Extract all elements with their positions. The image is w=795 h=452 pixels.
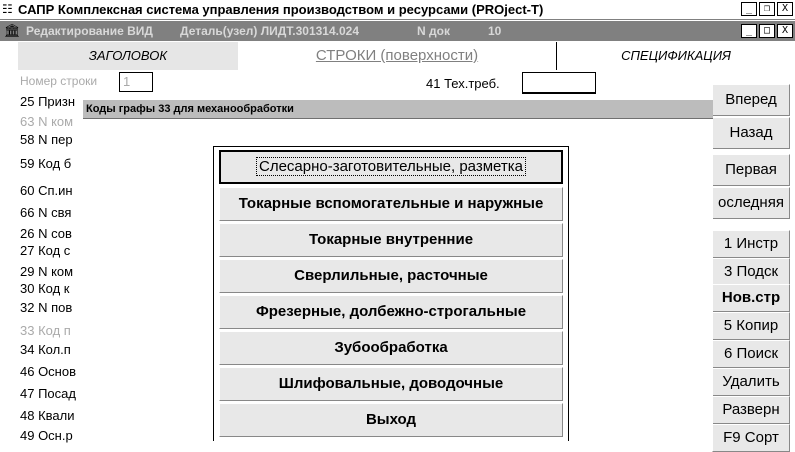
tool-button[interactable]: 1 Инстр — [712, 230, 790, 258]
child-close-button[interactable]: X — [777, 24, 793, 38]
back-button[interactable]: Назад — [712, 117, 790, 149]
codes-menu — [213, 146, 569, 441]
close-button[interactable]: X — [777, 2, 793, 16]
menu-item-label: Слесарно-заготовительные, разметка — [256, 157, 526, 176]
codes-dialog — [83, 100, 713, 441]
search-button[interactable]: 6 Поиск — [712, 340, 790, 368]
row-number-label: Номер строки — [20, 74, 98, 88]
child-maximize-button[interactable]: □ — [759, 24, 775, 38]
new-row-button[interactable]: Нов.стр — [712, 284, 790, 312]
field-label: 48 Квали — [20, 408, 75, 423]
field-label: 58 N пер — [20, 132, 73, 147]
dialog-title: Коды графы 33 для механообработки — [83, 100, 713, 119]
tech-req-label: 41 Тех.треб. — [426, 76, 500, 91]
expand-button[interactable]: Разверн — [712, 396, 790, 424]
hint-button[interactable]: 3 Подск — [712, 258, 790, 286]
delete-button[interactable]: Удалить — [712, 368, 790, 396]
field-label: 26 N сов — [20, 226, 72, 241]
child-minimize-button[interactable]: _ — [741, 24, 757, 38]
forward-button[interactable]: Вперед — [712, 84, 790, 116]
field-label: 46 Основ — [20, 364, 76, 379]
tech-req-input[interactable] — [522, 72, 596, 94]
field-label: 27 Код с — [20, 243, 71, 258]
child-window-icon: 🏛 — [4, 23, 21, 38]
field-label: 59 Код б — [20, 156, 72, 171]
restore-button[interactable]: ❒ — [759, 2, 775, 16]
menu-item-milling[interactable]: Фрезерные, долбежно-строгальные — [219, 295, 563, 329]
edit-mode-label: Редактирование ВИД — [26, 24, 153, 38]
child-window-controls — [741, 24, 793, 38]
field-label: 66 N свя — [20, 205, 72, 220]
menu-item-drilling[interactable]: Сверлильные, расточные — [219, 259, 563, 293]
first-button[interactable]: Первая — [712, 154, 790, 186]
field-label: 32 N пов — [20, 300, 73, 315]
menu-item-locksmith[interactable] — [219, 150, 563, 184]
last-button[interactable]: оследняя — [712, 187, 790, 219]
ndoc-value: 10 — [488, 24, 502, 38]
field-label: 49 Осн.р — [20, 428, 73, 443]
row-number-input[interactable]: 1 — [119, 72, 153, 92]
menu-item-turning-inner[interactable]: Токарные внутренние — [219, 223, 563, 257]
tab-bar — [0, 42, 795, 70]
field-label: 30 Код к — [20, 281, 70, 296]
field-label: 47 Посад — [20, 386, 76, 401]
menu-item-gear-cutting[interactable]: Зубообработка — [219, 331, 563, 365]
tab-header[interactable]: ЗАГОЛОВОК — [18, 42, 238, 70]
field-label: 29 N ком — [20, 264, 74, 279]
menu-item-grinding[interactable]: Шлифовальные, доводочные — [219, 367, 563, 401]
detail-label: Деталь(узел) ЛИДТ.301314.024 — [180, 24, 360, 38]
ndoc-label: N док — [417, 24, 450, 38]
field-label: 63 N ком — [20, 114, 74, 129]
minimize-button[interactable]: _ — [741, 2, 757, 16]
sort-button[interactable]: F9 Сорт — [712, 424, 790, 452]
field-label: 34 Кол.п — [20, 342, 71, 357]
copy-button[interactable]: 5 Копир — [712, 312, 790, 340]
child-title-bar — [0, 21, 795, 41]
exit-button[interactable]: Выход — [219, 403, 563, 437]
tab-rows[interactable]: СТРОКИ (поверхности) — [315, 47, 479, 64]
app-title-bar — [0, 0, 795, 20]
tab-specification[interactable]: СПЕЦИФИКАЦИЯ — [556, 42, 795, 70]
app-title: САПР Комплексная система управления производством и ресурсами (PROject-T) — [18, 2, 544, 17]
app-icon: ☷ — [2, 2, 13, 16]
field-label: 60 Сп.ин — [20, 183, 73, 198]
field-label: 25 Призн — [20, 94, 76, 109]
field-label: 33 Код п — [20, 323, 71, 338]
window-controls — [741, 2, 793, 16]
menu-item-turning-outer[interactable]: Токарные вспомогательные и наружные — [219, 187, 563, 221]
